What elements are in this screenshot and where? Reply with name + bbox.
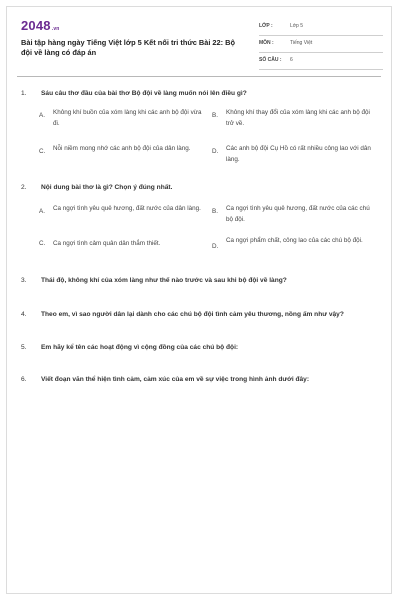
question-text: Sáu câu thơ đầu của bài thơ Bộ đội về làng muốn nói lên điều gì? xyxy=(41,90,247,97)
question-number: 6. xyxy=(21,376,27,383)
meta-label: MÔN : xyxy=(259,40,274,46)
question-text: Thái độ, không khí của xóm làng như thế nào trước và sau khi bộ đội về làng? xyxy=(41,277,287,284)
option-letter: B. xyxy=(212,112,218,119)
option-text: Nỗi niềm mong nhớ các anh bộ đội của dân làng. xyxy=(53,145,191,152)
question-text: Viết đoạn văn thể hiện tình cảm, cảm xúc của em về sự việc trong hình ảnh dưới đây: xyxy=(41,376,310,383)
question-number: 1. xyxy=(21,90,27,97)
option-letter: A. xyxy=(39,112,45,119)
option-text: Không khí thay đổi của xóm làng khi các anh bộ đội trở về. xyxy=(226,109,370,127)
option-letter: D. xyxy=(212,148,219,155)
option-letter: C. xyxy=(39,240,46,247)
meta-row-class xyxy=(259,22,383,36)
worksheet-title: Bài tập hàng ngày Tiếng Việt lớp 5 Kết nối tri thức Bài 22: Bộ đội về làng có đáp án xyxy=(21,38,236,57)
meta-value: Tiếng Việt xyxy=(290,40,313,46)
question-text: Theo em, vì sao người dân lại dành cho các chú bộ đội tình cảm yêu thương, nồng ấm như vậy? xyxy=(41,311,344,318)
header-divider xyxy=(17,76,381,77)
logo-domain: .vn xyxy=(51,26,60,32)
option-text: Không khí buồn của xóm làng khi các anh bộ đội vừa đi. xyxy=(53,109,202,127)
option-letter: C. xyxy=(39,148,46,155)
question-number: 5. xyxy=(21,344,27,351)
worksheet-meta xyxy=(259,22,383,73)
worksheet-page xyxy=(6,6,392,594)
meta-value: 6 xyxy=(290,57,293,63)
site-logo[interactable] xyxy=(21,18,60,33)
question-number: 3. xyxy=(21,277,27,284)
question-number: 4. xyxy=(21,311,27,318)
meta-row-count xyxy=(259,56,383,70)
question-text: Nội dung bài thơ là gì? Chọn ý đúng nhất. xyxy=(41,184,173,191)
question-number: 2. xyxy=(21,184,27,191)
question-text: Em hãy kể tên các hoạt động vì cộng đồng của các chú bộ đội: xyxy=(41,344,239,351)
meta-label: LỚP : xyxy=(259,23,273,29)
option-text: Các anh bộ đội Cụ Hồ có rất nhiều công lao với dân làng. xyxy=(226,145,371,163)
option-letter: A. xyxy=(39,208,45,215)
option-text: Ca ngợi tình yêu quê hương, đất nước của dân làng. xyxy=(53,205,201,212)
option-text: Ca ngợi phẩm chất, công lao của các chú bộ đội. xyxy=(226,237,363,244)
option-text: Ca ngợi tình yêu quê hương, đất nước của các chú bộ đội. xyxy=(226,205,370,223)
option-letter: D. xyxy=(212,243,219,250)
meta-row-subject xyxy=(259,39,383,53)
logo-text: 2048 xyxy=(21,18,51,33)
option-letter: B. xyxy=(212,208,218,215)
meta-label: SỐ CÂU : xyxy=(259,57,282,63)
meta-value: Lớp 5 xyxy=(290,23,304,29)
option-text: Ca ngợi tình cảm quân dân thắm thiết. xyxy=(53,240,161,247)
